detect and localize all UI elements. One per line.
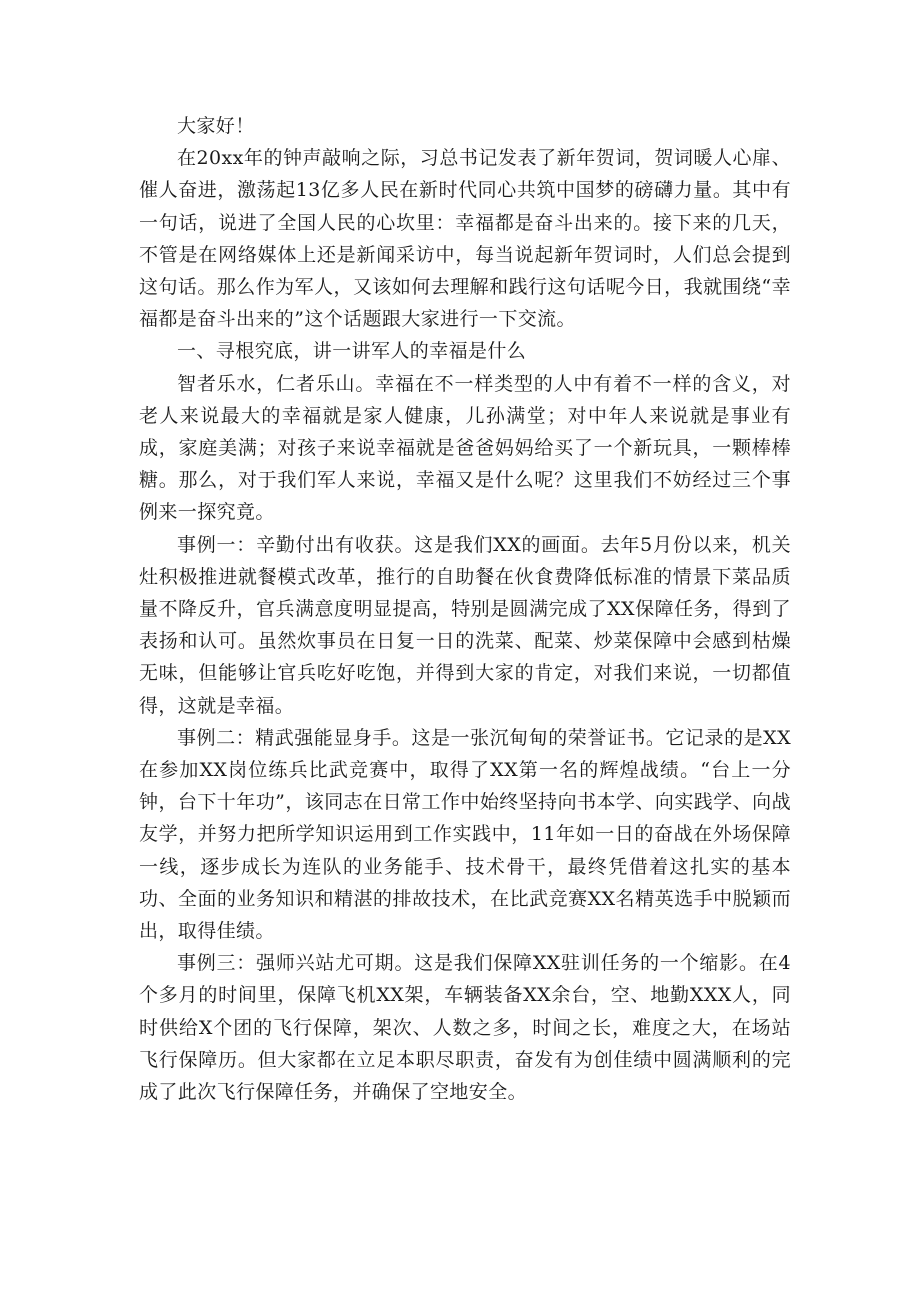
example-two-paragraph: 事例二：精武强能显身手。这是一张沉甸甸的荣誉证书。它记录的是XX在参加XX岗位练兵比武竞赛中，取得了XX第一名的辉煌战绩。“台上一分钟，台下十年功”，该同志在日常工作中始终坚持向书本学、向实践学、向战友学，并努力把所学知识运用到工作实践中，11年如一日的奋战在外场保障一线，逐步成长为连队的业务能手、技术骨干，最终凭借着这扎实的基本功、全面的业务知识和精湛的排故技术，在比武竞赛XX名精英选手中脱颖而出，取得佳绩。 bbox=[139, 726, 791, 943]
intro-paragraph: 在20xx年的钟声敲响之际，习总书记发表了新年贺词，贺词暖人心扉、催人奋进，激荡起13亿多人民在新时代同心共筑中国梦的磅礴力量。其中有一句话，说进了全国人民的心坎里：幸福都是奋斗出来的。接下来的几天，不管是在网络媒体上还是新闻采访中，每当说起新年贺词时，人们总会提到这句话。那么作为军人，又该如何去理解和践行这句话呢今日，我就围绕“幸福都是奋斗出来的”这个话题跟大家进行一下交流。 bbox=[139, 147, 791, 331]
example-one-paragraph: 事例一：辛勤付出有收获。这是我们XX的画面。去年5月份以来，机关灶积极推进就餐模式改革，推行的自助餐在伙食费降低标准的情景下菜品质量不降反升，官兵满意度明显提高，特别是圆满完成了XX保障任务，得到了表扬和认可。虽然炊事员在日复一日的洗菜、配菜、炒菜保障中会感到枯燥无味，但能够让官兵吃好吃饱，并得到大家的肯定，对我们来说，一切都值得，这就是幸福。 bbox=[139, 533, 791, 717]
greeting-paragraph: 大家好！ bbox=[177, 115, 255, 137]
section-heading: 一、寻根究底，讲一讲军人的幸福是什么 bbox=[177, 340, 527, 363]
happiness-meaning-paragraph: 智者乐水，仁者乐山。幸福在不一样类型的人中有着不一样的含义，对老人来说最大的幸福就是家人健康，儿孙满堂；对中年人来说就是事业有成，家庭美满；对孩子来说幸福就是爸爸妈妈给买了一个新玩具，一颗棒棒糖。那么，对于我们军人来说，幸福又是什么呢？这里我们不妨经过三个事例来一探究竟。 bbox=[139, 372, 791, 524]
document-body bbox=[139, 110, 791, 1108]
example-three-paragraph: 事例三：强师兴站尤可期。这是我们保障XX驻训任务的一个缩影。在4个多月的时间里，保障飞机XX架，车辆装备XX余台，空、地勤XXX人，同时供给X个团的飞行保障，架次、人数之多，时间之长，难度之大，在场站飞行保障历。但大家都在立足本职尽职责，奋发有为创佳绩中圆满顺利的完成了此次飞行保障任务，并确保了空地安全。 bbox=[139, 952, 791, 1104]
